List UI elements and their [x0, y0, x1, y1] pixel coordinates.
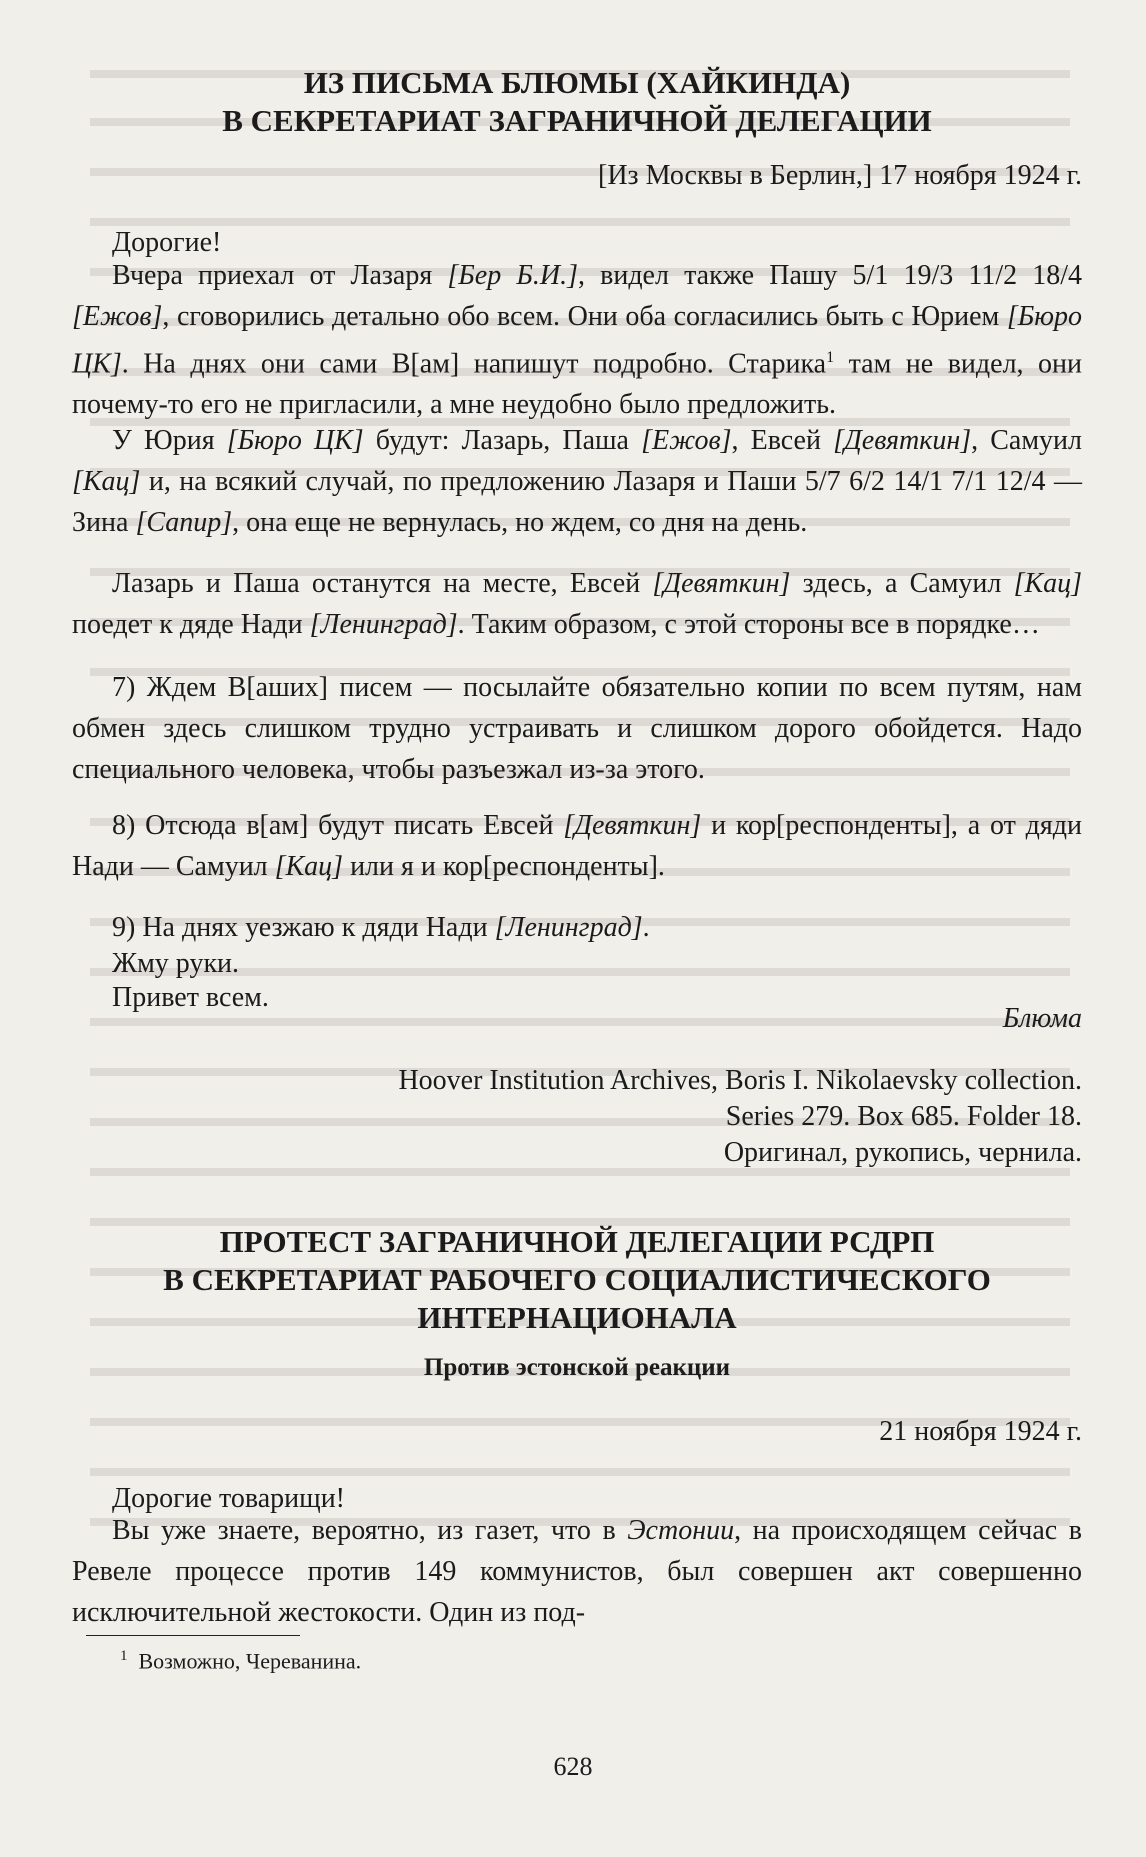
- letter1-signature: Блюма: [1002, 1003, 1082, 1034]
- letter2-paragraph-1: Вы уже знаете, вероятно, из газет, что в Эстонии, на происходящем сейчас в Ревеле процессе против 149 коммунистов, был совершен акт совершенно исключительной жестокости. Один из под-: [72, 1515, 1082, 1628]
- letter2-date: 21 ноября 1924 г.: [879, 1416, 1082, 1447]
- letter1-title-line2: В СЕКРЕТАРИАТ ЗАГРАНИЧНОЙ ДЕЛЕГАЦИИ: [222, 103, 932, 138]
- letter1-paragraph-5: 8) Отсюда в[ам] будут писать Евсей [Девяткин] и кор[респонденты], а от дяди Нади — Самуил [Кац] или я и кор[респонденты].: [72, 810, 1082, 882]
- letter1-source-line3: Оригинал, рукопись, чернила.: [723, 1137, 1082, 1168]
- footnote-text: Возможно, Череванина.: [138, 1648, 362, 1674]
- letter1-paragraph-3: Лазарь и Паша останутся на месте, Евсей [Девяткин] здесь, а Самуил [Кац] поедет к дяде Нади [Ленинград]. Таким образом, с этой стороны все в порядке…: [72, 568, 1082, 640]
- letter1-title-line1: ИЗ ПИСЬМА БЛЮМЫ (ХАЙКИНДА): [303, 65, 851, 100]
- page-number: 628: [553, 1752, 593, 1781]
- letter1-paragraph-4: 7) Ждем В[аших] писем — посылайте обязательно копии по всем путям, нам обмен здесь слишком трудно устраивать и слишком дорого обойдется. Надо специального человека, чтобы разъезжал из-за этого.: [72, 672, 1082, 785]
- letter1-dateline: [Из Москвы в Берлин,] 17 ноября 1924 г.: [598, 160, 1082, 191]
- letter1-paragraph-1: Вчера приехал от Лазаря [Бер Б.И.], видел также Пашу 5/1 19/3 11/2 18/4 [Ежов], сговорились детально обо всем. Они оба согласились быть с Юрием [Бюро ЦК]. На днях они сами В[ам] напишут подробно. Старика$^1$ там не видел, они почему-то его не пригласили, а мне неудобно было предложить.: [72, 260, 1083, 421]
- letter1-source-line2: Series 279. Box 685. Folder 18.: [725, 1101, 1082, 1132]
- letter2-title-line2: В СЕКРЕТАРИАТ РАБОЧЕГО СОЦИАЛИСТИЧЕСКОГО: [163, 1262, 991, 1297]
- letter1-salutation: Дорогие!: [112, 227, 222, 258]
- footnote-divider: [86, 1635, 300, 1636]
- letter1-closing-1: Жму руки.: [112, 948, 240, 979]
- letter1-paragraph-2: У Юрия [Бюро ЦК] будут: Лазарь, Паша [Ежов], Евсей [Девяткин], Самуил [Кац] и, на всякий случай, по предложению Лазаря и Паши 5/7 6/2 14/1 7/1 12/4 — Зина [Сапир], она еще не вернулась, но ждем, со дня на день.: [72, 425, 1082, 538]
- letter2-subtitle: Против эстонской реакции: [423, 1354, 731, 1381]
- letter2-title-line3: ИНТЕРНАЦИОНАЛА: [417, 1300, 737, 1335]
- letter2-salutation: Дорогие товарищи!: [112, 1483, 345, 1514]
- footnote-ref: 1: [826, 349, 835, 366]
- footnote-number: 1: [120, 1648, 128, 1664]
- letter1-closing-2: Привет всем.: [112, 982, 269, 1013]
- letter1-source-line1: Hoover Institution Archives, Boris I. Nikolaevsky collection.: [398, 1065, 1082, 1096]
- footnote: [120, 1648, 361, 1674]
- letter1-paragraph-6: 9) На днях уезжаю к дяди Нади [Ленинград].: [112, 912, 650, 943]
- letter2-title-line1: ПРОТЕСТ ЗАГРАНИЧНОЙ ДЕЛЕГАЦИИ РСДРП: [219, 1224, 935, 1259]
